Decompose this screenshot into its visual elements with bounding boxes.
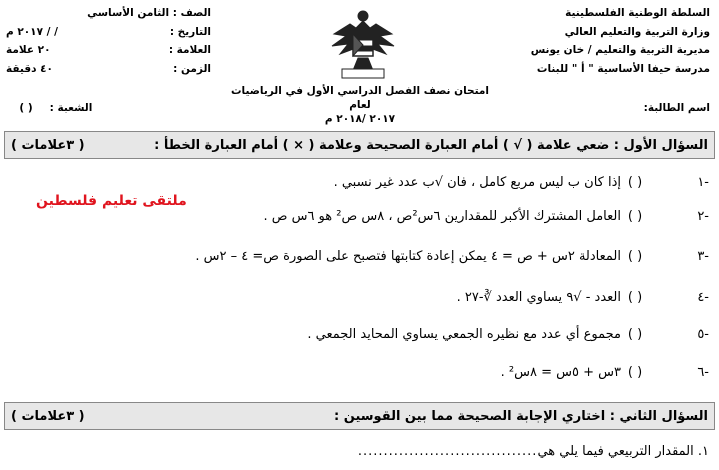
question1-bar (4, 131, 715, 159)
mark-label: العلامة : (168, 44, 211, 56)
header-left (6, 4, 211, 78)
question2-marks: ( ٣علامات ) (11, 408, 85, 424)
answer-bracket[interactable]: ( ) (627, 175, 643, 190)
grade-line (6, 4, 211, 23)
item-number: -١ (697, 175, 709, 190)
question2-bar (4, 402, 715, 430)
item-number: -٣ (697, 249, 709, 264)
question1-item (19, 207, 709, 227)
item-text: إذا كان ب ليس مربع كامل ، فان √ب عدد غير نسبي . (333, 175, 621, 190)
palestine-emblem-icon (320, 6, 406, 84)
exam-title-line2: ٢٠١٧ /٢٠١٨ م (324, 113, 396, 125)
item-text: ٣س + ٥س = ٨س² . (500, 365, 621, 380)
date-value: / / ٢٠١٧ م (6, 25, 58, 38)
item-number: -٦ (697, 365, 709, 380)
answer-bracket[interactable]: ( ) (627, 249, 643, 264)
watermark-text: ملتقى تعليم فلسطين (36, 193, 187, 209)
item-text: المعادلة ٢س + ص = ٤ يمكن إعادة كتابتها فتصبح على الصورة ص= ٤ – ٢س . (195, 249, 621, 264)
item-number: -٥ (697, 327, 709, 342)
question1-item (19, 247, 709, 267)
mark-line (6, 41, 211, 60)
answer-bracket[interactable]: ( ) (627, 365, 643, 380)
answer-bracket[interactable]: ( ) (627, 209, 643, 224)
item-text: العامل المشترك الأكبر للمقدارين ٦س²ص ، ٨س ص² هو ٦س ص . (263, 209, 621, 224)
item-text: العدد - √٩ يساوي العدد ∛-٢٧ . (456, 290, 621, 305)
item-text: مجموع أي عدد مع نظيره الجمعي يساوي المحايد الجمعي . (307, 327, 621, 342)
answer-blank[interactable]: ................................... (357, 444, 538, 459)
question2-item (9, 444, 709, 459)
time-line (6, 60, 211, 79)
section-label: الشعبة : (49, 102, 93, 114)
item-number: -٤ (697, 290, 709, 305)
question1-item (19, 363, 709, 383)
time-value: ٤٠ دقيقة (6, 62, 53, 75)
item-number: -٢ (697, 209, 709, 224)
exam-title-line1: امتحان نصف الفصل الدراسي الأول في الرياضيات لعام (230, 85, 490, 111)
date-label: التاريخ : (169, 25, 211, 38)
ministry-name: وزارة التربية والتعليم العالي (564, 25, 710, 38)
section-line (6, 102, 92, 114)
grade-label: الصف : الثامن الأساسي (87, 7, 211, 19)
question2-title: السؤال الثاني : اختاري الإجابة الصحيحة مما بين القوسين : (334, 408, 708, 424)
directorate-name: مديرية التربية والتعليم / خان يونس (530, 44, 710, 56)
answer-bracket[interactable]: ( ) (627, 290, 643, 305)
header-right (500, 4, 710, 78)
school-name: مدرسة حيفا الأساسية " أ " للبنات (536, 62, 710, 75)
question2-item-text: ١. المقدار التربيعي فيما يلي هي (537, 444, 709, 459)
question1-item (19, 173, 709, 193)
question1-item (19, 325, 709, 345)
question1-title: السؤال الأول : ضعي علامة ( √ ) أمام العبارة الصحيحة وعلامة ( × ) أمام العبارة الخطأ : (154, 137, 708, 153)
date-line (6, 23, 211, 42)
authority-name: السلطة الوطنية الفلسطينية (565, 7, 710, 19)
question1-marks: ( ٣علامات ) (11, 137, 85, 153)
mark-value: ٢٠ علامة (6, 44, 51, 56)
time-label: الزمن : (173, 62, 211, 75)
answer-bracket[interactable]: ( ) (627, 327, 643, 342)
section-value: ( ) (19, 102, 33, 114)
student-name-label: اسم الطالبة: (643, 102, 710, 114)
question1-item (19, 288, 709, 308)
exam-title (230, 84, 490, 126)
